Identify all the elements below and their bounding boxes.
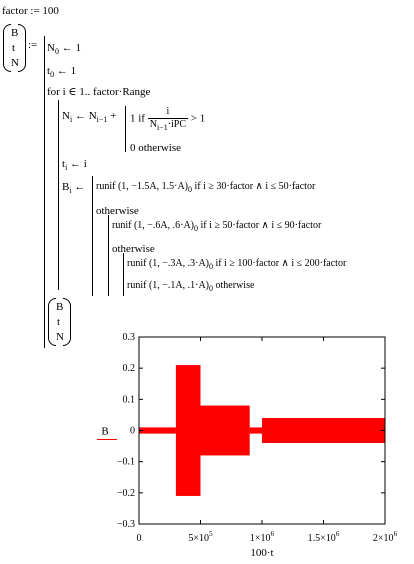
- y-tick-label-6: −0.3: [116, 519, 135, 530]
- runif2-expr: runif (1, −.6A, .6·A): [112, 220, 195, 231]
- ni-symbol: N: [62, 110, 70, 122]
- den-symbol: N: [149, 119, 157, 130]
- lhs-vector-b: B: [11, 27, 19, 39]
- runif4-subscript: 0: [209, 284, 214, 293]
- return-vector-b: B: [56, 301, 64, 313]
- runif4-expr: runif (1, −.1A, .1·A): [127, 280, 210, 291]
- return-vector-t: t: [57, 316, 61, 328]
- y-tick-label-5: −0.2: [116, 487, 135, 499]
- line-otherwise1[interactable]: otherwise: [96, 205, 139, 217]
- ni-prev-subscript: i−1: [96, 115, 108, 124]
- y-tick-label-3: 0: [130, 425, 135, 437]
- ni-arrow: ←: [74, 110, 86, 122]
- t0-subscript: 0: [50, 70, 55, 79]
- runif1-condition: if i ≥ 30·factor ∧ i ≤ 50·factor: [192, 181, 316, 192]
- x-tick-label-0: 0: [136, 533, 142, 544]
- y-tick-label-4: −0.1: [116, 456, 135, 468]
- y-tick-label-2: 0.1: [122, 394, 135, 406]
- x-axis-label: 100·t: [250, 547, 274, 559]
- x-tick-label-1: $5\times 10^5$: [188, 530, 213, 544]
- y-tick-label-0: 0.3: [122, 332, 135, 343]
- t0-symbol: t: [47, 65, 51, 77]
- n0-symbol: N: [47, 42, 55, 54]
- n0-assign: ← 1: [58, 42, 81, 54]
- factor-value: 100: [42, 5, 59, 17]
- ti-assign: ← i: [67, 158, 87, 170]
- runif3-expr: runif (1, −.3A, .3·A): [127, 258, 210, 269]
- runif4-condition: otherwise: [213, 280, 255, 291]
- den-ipc: ·iPC: [167, 119, 187, 130]
- fraction-numerator: i: [166, 106, 170, 117]
- ti-symbol: t: [62, 158, 66, 170]
- runif2-condition: if i ≥ 50·factor ∧ i ≤ 90·factor: [198, 220, 322, 231]
- bi-arrow: ←: [74, 181, 86, 193]
- runif1-subscript: 0: [188, 185, 193, 194]
- x-tick-label-3: $1.5\times 10^6$: [307, 530, 340, 544]
- ti-subscript: i: [65, 163, 68, 172]
- x-tick-label-2: $1\times 10^6$: [249, 530, 275, 544]
- ni-plus: +: [110, 110, 117, 122]
- ni-prev-symbol: N: [88, 110, 97, 122]
- y-tick-label-1: 0.2: [122, 363, 135, 375]
- y-axis-label: B: [101, 425, 109, 438]
- bi-subscript: i: [69, 186, 72, 195]
- n0-subscript: 0: [54, 47, 59, 56]
- if-one-text: 1 if: [130, 112, 145, 125]
- gt-one: > 1: [190, 112, 206, 125]
- factor-label: factor: [2, 5, 28, 17]
- x-tick-label-4: $2\times 10^6$: [372, 530, 398, 544]
- assign-operator: :=: [30, 5, 40, 17]
- define-operator: :=: [28, 39, 38, 51]
- bi-symbol: B: [62, 181, 70, 193]
- lhs-vector-n: N: [11, 57, 19, 69]
- runif1-expr: runif (1, −1.5A, 1.5·A): [96, 181, 189, 192]
- runif2-subscript: 0: [194, 224, 199, 233]
- runif3-subscript: 0: [209, 262, 214, 271]
- runif3-condition: if i ≥ 100·factor ∧ i ≤ 200·factor: [213, 258, 347, 269]
- t0-assign: ← 1: [54, 65, 77, 77]
- for-loop-line[interactable]: for i ∈ 1.. factor·Range: [47, 86, 151, 98]
- return-vector-n: N: [56, 331, 64, 343]
- den-subscript: i−1: [156, 123, 168, 132]
- line-zero-otherwise[interactable]: 0 otherwise: [130, 142, 182, 154]
- ni-subscript: i: [69, 115, 73, 124]
- line-otherwise2[interactable]: otherwise: [112, 243, 155, 255]
- lhs-vector-t: t: [12, 42, 16, 54]
